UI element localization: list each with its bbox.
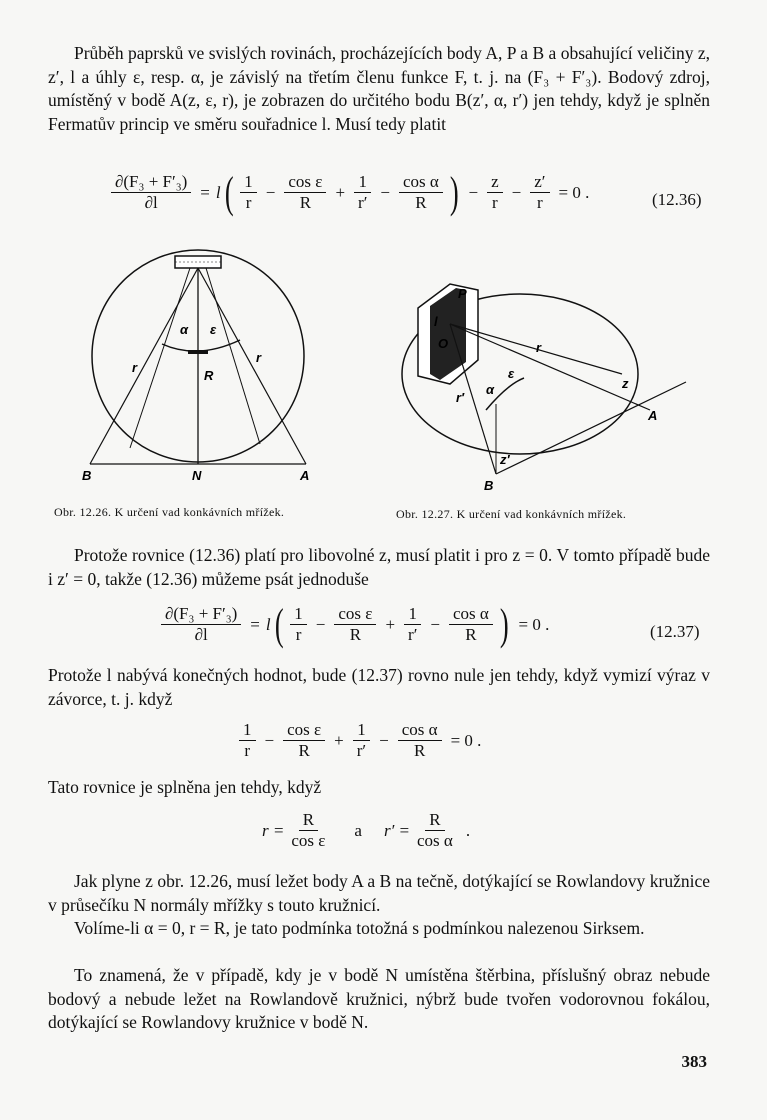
label-P: P xyxy=(458,286,467,301)
label-r-right: r xyxy=(256,350,262,365)
label-alpha: α xyxy=(486,382,495,397)
page-number: 383 xyxy=(681,1052,707,1071)
label-z-prime: z′ xyxy=(500,452,510,467)
label-A: A xyxy=(300,468,310,483)
label-epsilon: ε xyxy=(210,322,217,337)
paragraph-2: Protože rovnice (12.36) platí pro libovolné z, musí platit i pro z = 0. V tomto případě bude i z′ = 0, takže (12.36) můžeme psát jednoduše xyxy=(48,545,710,589)
equation-number-12-36: (12.36) xyxy=(652,190,702,209)
label-alpha: α xyxy=(180,322,189,337)
paragraph-5: Jak plyne z obr. 12.26, musí ležet body A a B na tečně, dotýkající se Rowlandovy kružnice v průsečíku N normály mřížky s touto kružnicí. xyxy=(48,871,710,915)
label-epsilon: ε xyxy=(508,366,515,381)
equation-3: $\frac{1}{r}$ − $\frac{\text{cos ε}}{R}$ + $\frac{1}{r'}$ − $\frac{\text{cos α}}{R}$ = 0 . xyxy=(236,720,487,761)
paragraph-4: Tato rovnice je splněna jen tehdy, když xyxy=(48,777,322,797)
label-r-prime: r′ xyxy=(456,390,465,405)
paragraph-6: Volíme-li α = 0, r = R, je tato podmínka totožná s podmínkou nalezenou Sirksem. xyxy=(74,918,645,938)
paragraph-3: Protože l nabývá konečných hodnot, bude (12.37) rovno nule jen tehdy, když vymizí výraz v závorce, t. j. když xyxy=(48,665,710,709)
figure-12-26 xyxy=(80,248,320,486)
label-N: N xyxy=(192,468,202,483)
figure-12-27-caption: Obr. 12.27. K určení vad konkávních mřížek. xyxy=(396,507,627,521)
label-A: A xyxy=(648,408,658,423)
label-B: B xyxy=(484,478,494,493)
equation-number-12-37: (12.37) xyxy=(650,622,700,641)
paragraph-7: To znamená, že v případě, kdy je v bodě N umístěna štěrbina, příslušný obraz nebude bodový a nebude ležet na Rowlandově kružnici, nýbrž bude tvořen vodorovnou fokálou, dotýkající se Rowlandovy kružnice v bodě N. xyxy=(48,965,710,1032)
grating xyxy=(175,256,221,268)
figure-12-26-caption: Obr. 12.26. K určení vad konkávních mřížek. xyxy=(54,505,285,519)
figure-12-27 xyxy=(400,264,690,500)
label-B: B xyxy=(82,468,92,483)
label-r-left: r xyxy=(132,360,138,375)
label-z: z xyxy=(622,376,629,391)
equation-12-36: $\frac{\text{∂(F₃ + F′₃)}}{\partial l}$ = l ( $\frac{1}{r}$ − $\frac{\text{cos ε}}{R}$ + $\frac{1}{r'}$ − $\frac{\text{cos α}}{R}$ ) − $\frac{z}{r}$ − $\frac{z'}{r}$ = 0 . xyxy=(108,172,595,213)
label-l: l xyxy=(434,314,438,329)
equation-12-37: $\frac{\text{∂(F₃ + F′₃)}}{\partial l}$ = l ( $\frac{1}{r}$ − $\frac{\text{cos ε}}{R}$ + $\frac{1}{r'}$ − $\frac{\text{cos α}}{R}$ ) = 0 . xyxy=(158,604,555,645)
label-r: r xyxy=(536,340,542,355)
label-R: R xyxy=(204,368,214,383)
equation-4: r = $\frac{R}{\text{cos ε}}$ a r′ = $\frac{R}{\text{cos α}}$ . xyxy=(262,810,471,850)
label-O: O xyxy=(438,336,449,351)
paragraph-1: Průběh paprsků ve svislých rovinách, procházejících body A, P a B a obsahující veličiny z, z′, l a úhly ε, resp. α, je závislý na třetím členu funkce F, t. j. na (F₃ + F′₃). Bodový zdroj, umístěný v bodě A(z, ε, r), je zobrazen do určitého bodu B(z′, α, r′) jen tehdy, když je splněn Fermatův princip ve směru souřadnice l. Musí tedy platit xyxy=(48,43,710,134)
